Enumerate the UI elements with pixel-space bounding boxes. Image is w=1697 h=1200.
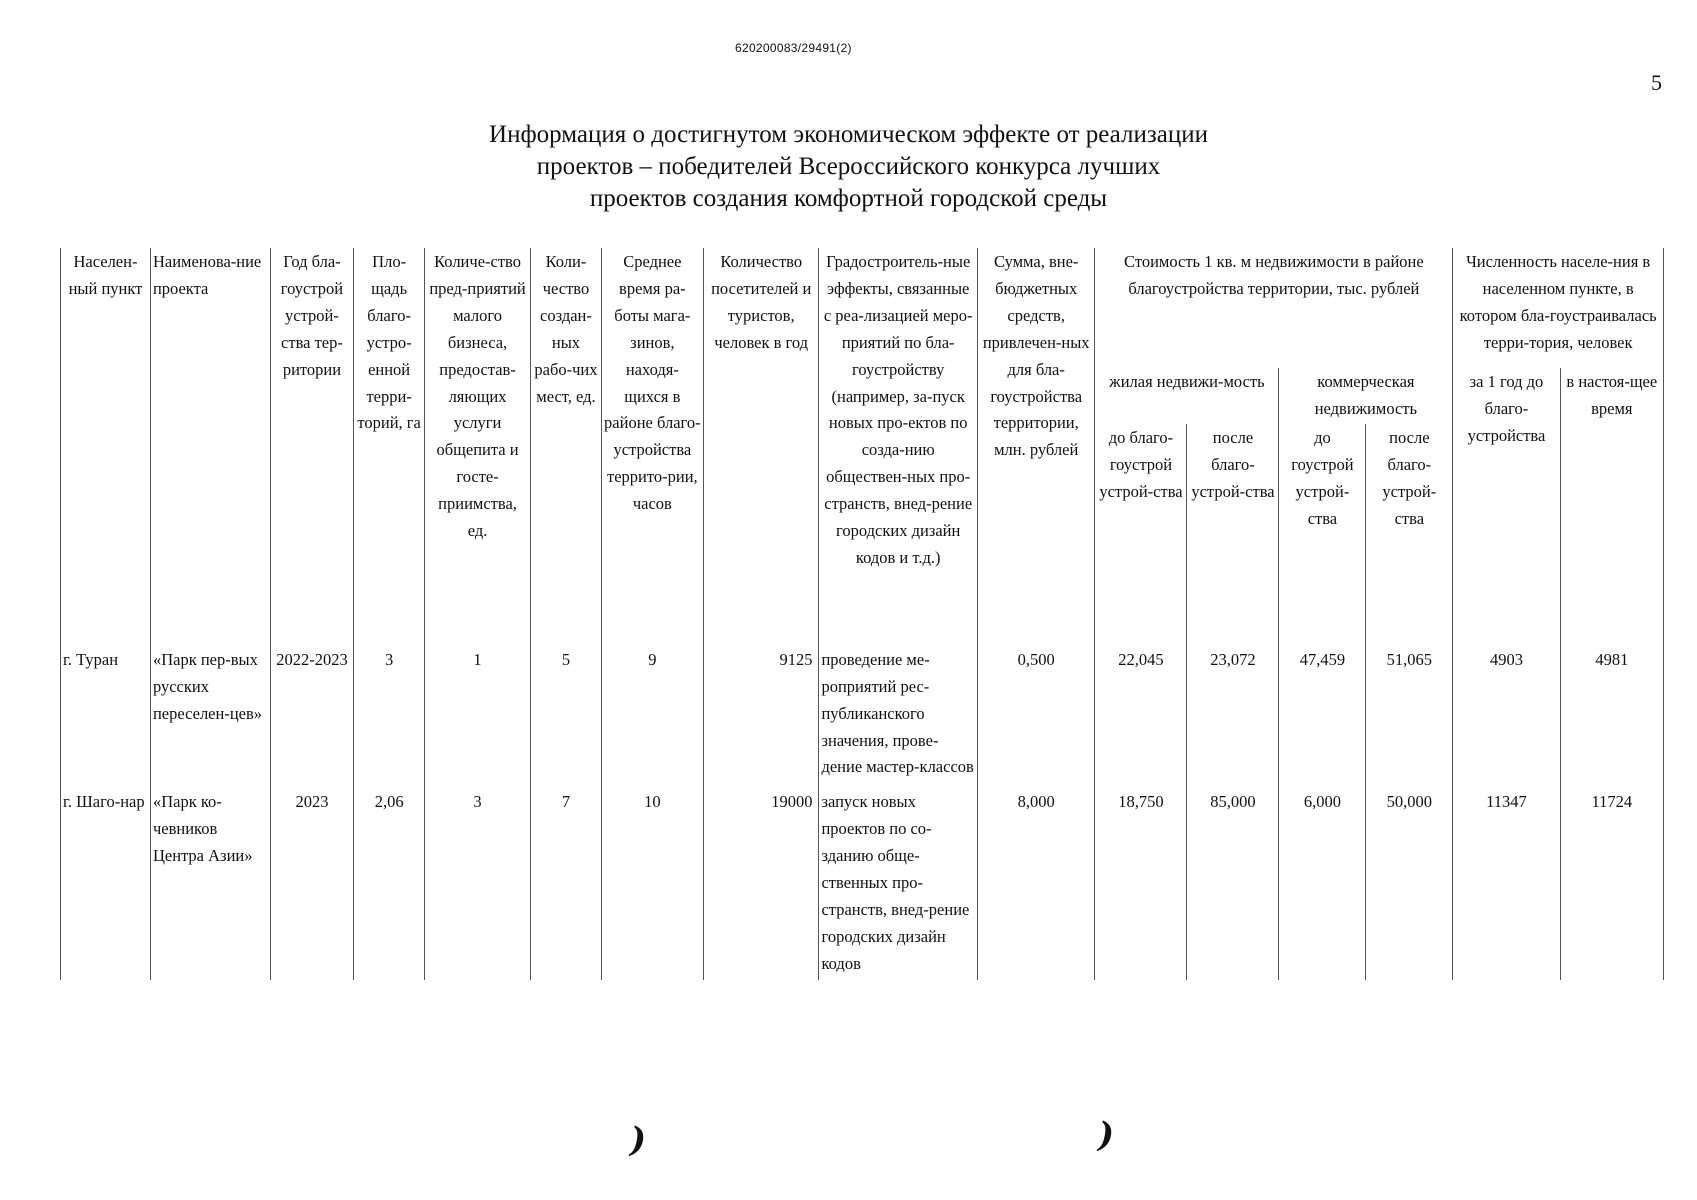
- cell-pop-before: 11347: [1453, 788, 1560, 980]
- cell-pop-before: 4903: [1453, 646, 1560, 783]
- title-line-3: проектов создания комфортной городской среды: [589, 185, 1108, 212]
- title-line-1: Информация о достигнутом экономическом эффекте от реализации: [489, 121, 1208, 148]
- cell-pop-now: 4981: [1560, 646, 1663, 783]
- cell-com-after: 50,000: [1366, 788, 1453, 980]
- header-visitors: Количество посетителей и туристов, человек в год: [703, 248, 819, 646]
- header-shop-hours: Среднее время ра-боты мага-зинов, находя-щихся в районе благо-устройства террито-рии, часов: [601, 248, 703, 646]
- handwritten-mark: ): [630, 1120, 647, 1160]
- cell-res-before: 22,045: [1095, 646, 1187, 783]
- cell-com-before: 6,000: [1279, 788, 1366, 980]
- cell-res-after: 23,072: [1187, 646, 1279, 783]
- header-pop-before: за 1 год до благо-устройства: [1453, 368, 1560, 646]
- cell-settlement: г. Шаго-нар: [61, 788, 151, 980]
- header-businesses: Количе-ство пред-приятий малого бизнеса, предостав-ляющих услуги общепита и госте-приимства, ед.: [424, 248, 530, 646]
- cell-year: 2022-2023: [270, 646, 354, 783]
- cell-res-before: 18,750: [1095, 788, 1187, 980]
- cell-project: «Парк ко-чевников Центра Азии»: [150, 788, 270, 980]
- cell-res-after: 85,000: [1187, 788, 1279, 980]
- page-number: 5: [1651, 70, 1662, 95]
- cell-visitors: 19000: [703, 788, 819, 980]
- header-population-group: Численность населе-ния в населенном пункте, в котором бла-гоустраивалась терри-тория, человек: [1453, 248, 1664, 368]
- cell-offbudget: 8,000: [977, 788, 1095, 980]
- header-pop-now: в настоя-щее время: [1560, 368, 1663, 646]
- header-com-after: после благо-устрой-ства: [1366, 424, 1453, 646]
- header-offbudget: Сумма, вне-бюджетных средств, привлечен-ных для бла-гоустройства территории, млн. рублей: [977, 248, 1095, 646]
- header-jobs: Коли-чество создан-ных рабо-чих мест, ед.: [531, 248, 602, 646]
- header-project-name: Наименова-ние проекта: [150, 248, 270, 646]
- cell-pop-now: 11724: [1560, 788, 1663, 980]
- cell-offbudget: 0,500: [977, 646, 1095, 783]
- header-year: Год бла-гоустрой устрой-ства тер-ритории: [270, 248, 354, 646]
- header-residential: жилая недвижи-мость: [1095, 368, 1279, 424]
- economic-effect-table: [60, 248, 1664, 980]
- handwritten-mark: ): [1098, 1115, 1115, 1155]
- header-res-after: после благо-устрой-ства: [1187, 424, 1279, 646]
- header-urban-effects: Градостроитель-ные эффекты, связанные с реа-лизацией меро-приятий по бла-гоустройству (например, за-пуск новых про-ектов по созда-нию обществен-ных про-странств, внед-рение городских дизайн кодов и т.д.): [819, 248, 977, 646]
- cell-shop-hours: 9: [601, 646, 703, 783]
- cell-com-before: 47,459: [1279, 646, 1366, 783]
- cell-businesses: 1: [424, 646, 530, 783]
- cell-settlement: г. Туран: [61, 646, 151, 783]
- header-res-before: до благо-гоустрой устрой-ства: [1095, 424, 1187, 646]
- cell-year: 2023: [270, 788, 354, 980]
- table-row: [61, 646, 1664, 783]
- cell-project: «Парк пер-вых русских переселен-цев»: [150, 646, 270, 783]
- cell-jobs: 7: [531, 788, 602, 980]
- cell-effects: проведение ме-роприятий рес-публиканского значения, прове-дение мастер-классов: [819, 646, 977, 783]
- cell-shop-hours: 10: [601, 788, 703, 980]
- header-cost-group: Стоимость 1 кв. м недвижимости в районе благоустройства территории, тыс. рублей: [1095, 248, 1453, 368]
- cell-com-after: 51,065: [1366, 646, 1453, 783]
- cell-jobs: 5: [531, 646, 602, 783]
- title-line-2: проектов – победителей Всероссийского конкурса лучших: [536, 153, 1161, 180]
- document-title: [0, 119, 1697, 215]
- header-com-before: до гоустрой устрой-ства: [1279, 424, 1366, 646]
- cell-area: 2,06: [354, 788, 425, 980]
- header-settlement: Населен-ный пункт: [61, 248, 151, 646]
- header-row-1: [61, 248, 1664, 368]
- document-id: 620200083/29491(2): [735, 41, 852, 55]
- header-area: Пло-щадь благо-устро-енной терри-торий, га: [354, 248, 425, 646]
- cell-businesses: 3: [424, 788, 530, 980]
- header-commercial: коммерческая недвижимость: [1279, 368, 1453, 424]
- cell-visitors: 9125: [703, 646, 819, 783]
- table-row: [61, 788, 1664, 980]
- cell-effects: запуск новых проектов по со-зданию обще-ственных про-странств, внед-рение городских дизайн кодов: [819, 788, 977, 980]
- cell-area: 3: [354, 646, 425, 783]
